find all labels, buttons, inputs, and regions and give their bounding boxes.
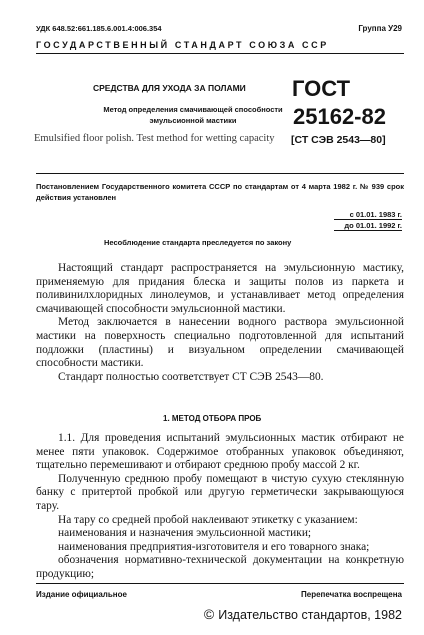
gost-label: ГОСТ — [292, 76, 351, 101]
section-1-body — [36, 432, 404, 582]
copyright-text: Издательство стандартов, 1982 — [218, 608, 402, 622]
standard-banner: ГОСУДАРСТВЕННЫЙ СТАНДАРТ СОЮЗА ССР — [36, 40, 329, 50]
copyright — [204, 606, 402, 622]
reprint-prohibited-label: Перепечатка воспрещена — [301, 590, 402, 599]
english-title: Emulsified floor polish. Test method for wetting capacity — [34, 133, 275, 144]
intro-paragraph: Метод заключается в нанесении водного раствора эмульсионной мастики на поверхность специально подготовленной для испытаний подложки (пластины) и визуальном определении смачивающей способности мастики. — [36, 316, 404, 370]
group-code: Группа У29 — [358, 24, 402, 33]
section-paragraph: 1.1. Для проведения испытаний эмульсионных мастик отбирают не менее пяти упаковок. Содержимое отобранных упаковок объединяют, тщательно перемешивают и отбирают среднюю пробу массой 2 кг. — [36, 432, 404, 472]
section-paragraph: обозначения нормативно-технической документации на конкретную продукцию; — [36, 554, 404, 580]
penalty-notice: Несоблюдение стандарта преследуется по закону — [104, 238, 292, 247]
middle-divider — [36, 173, 404, 174]
intro-section — [36, 262, 404, 384]
gost-number: 25162-82 — [293, 104, 386, 129]
copyright-icon: © — [203, 606, 215, 622]
sev-reference: [СТ СЭВ 2543—80] — [291, 134, 386, 146]
document-title: СРЕДСТВА ДЛЯ УХОДА ЗА ПОЛАМИ — [93, 83, 246, 93]
decree-text: Постановлением Государственного комитета СССР по стандартам от 4 марта 1982 г. № 939 срок действия установлен — [36, 182, 404, 202]
section-heading: 1. МЕТОД ОТБОРА ПРОБ — [163, 414, 262, 423]
date-underline — [334, 230, 402, 231]
intro-paragraph: Настоящий стандарт распространяется на эмульсионную мастику, применяемую для придания блеска и защиты полов из паркета и поливинилхлоридных линолеумов, и устанавливает метод определения смачивающей способности эмульсионной мастики. — [36, 262, 404, 315]
validity-date-to: до 01.01. 1992 г. — [344, 221, 402, 230]
bottom-divider — [36, 583, 404, 584]
document-subtitle: Метод определения смачивающей способности эмульсионной мастики — [103, 105, 283, 125]
date-underline — [334, 219, 402, 220]
section-paragraph: наименования и назначения эмульсионной мастики; — [58, 527, 312, 540]
udk-code: УДК 648.52:661.185.6.001.4:006.354 — [36, 24, 162, 33]
top-divider — [36, 53, 404, 54]
intro-paragraph: Стандарт полностью соответствует СТ СЭВ 2543—80. — [58, 370, 324, 383]
official-edition-label: Издание официальное — [36, 590, 127, 599]
section-paragraph: Полученную среднюю пробу помещают в чистую сухую стеклянную банку с притертой пробкой или другую герметически закрывающуюся тару. — [36, 472, 404, 512]
section-paragraph: На тару со средней пробой наклеивают этикетку с указанием: — [58, 513, 358, 526]
validity-date-from: с 01.01. 1983 г. — [349, 210, 402, 219]
section-paragraph: наименования предприятия-изготовителя и его товарного знака; — [58, 540, 370, 553]
